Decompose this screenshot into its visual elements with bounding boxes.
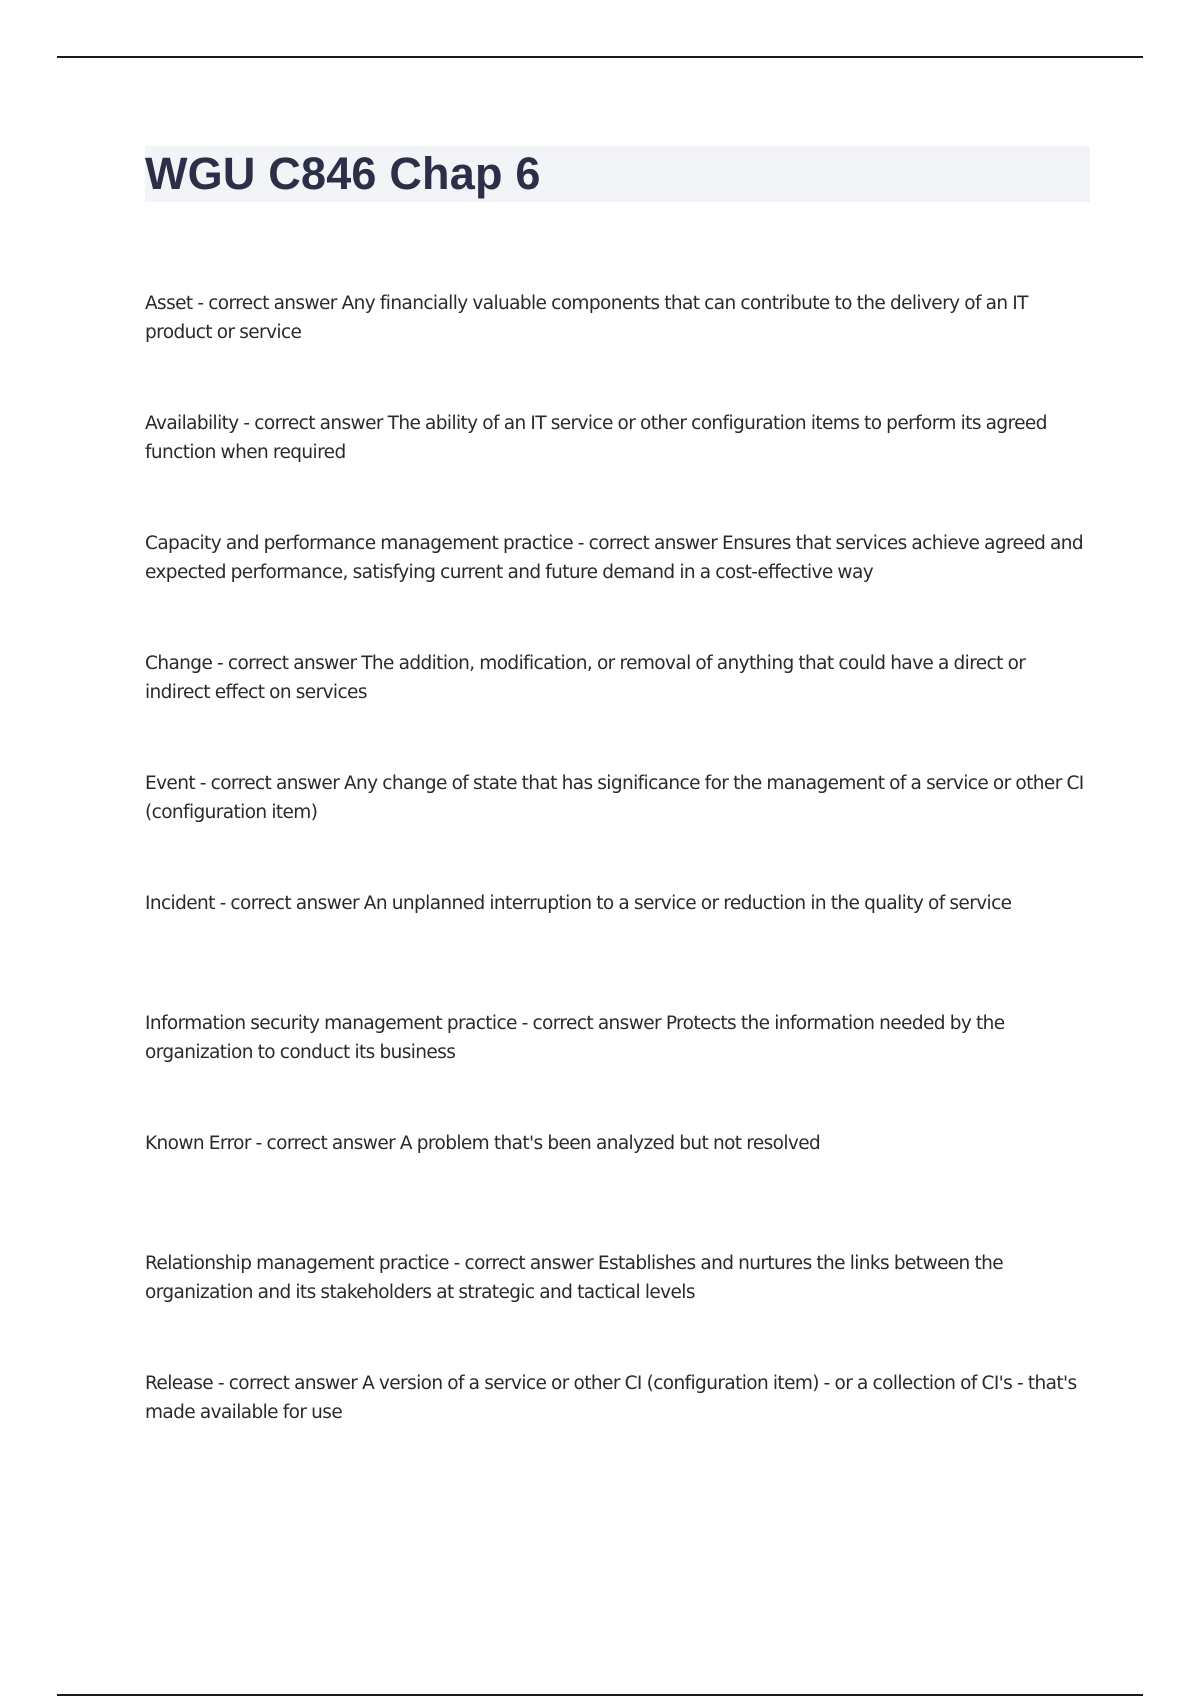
entry-separator: - correct answer <box>214 893 364 914</box>
entry-definition: A version of a service or other CI (configuration item) - or a collection of CI's - that's made available for use <box>145 1373 1077 1423</box>
entry-definition: Protects the information needed by the organization to conduct its business <box>145 1013 1005 1063</box>
entry-term: Information security management practice <box>145 1013 517 1034</box>
entry-definition: Any change of state that has significance for the management of a service or other CI (configuration item) <box>145 773 1084 823</box>
glossary-entry <box>145 1129 1095 1249</box>
glossary-entry <box>145 529 1095 649</box>
entry-definition: Establishes and nurtures the links between the organization and its stakeholders at strategic and tactical levels <box>145 1253 1004 1303</box>
entry-term: Capacity and performance management practice <box>145 533 573 554</box>
entry-term: Change <box>145 653 213 674</box>
entry-definition: The ability of an IT service or other configuration items to perform its agreed function when required <box>145 413 1047 463</box>
glossary-entry <box>145 889 1095 1009</box>
glossary-list <box>145 289 1095 1489</box>
glossary-entry <box>145 649 1095 769</box>
entry-separator: - correct answer <box>573 533 722 554</box>
entry-definition: The addition, modification, or removal of anything that could have a direct or indirect effect on services <box>145 653 1026 703</box>
entry-term: Event <box>145 773 195 794</box>
glossary-entry <box>145 1009 1095 1129</box>
entry-separator: - correct answer <box>195 773 344 794</box>
entry-separator: - correct answer <box>238 413 388 434</box>
entry-separator: - correct answer <box>516 1013 666 1034</box>
entry-term: Known Error <box>145 1133 251 1154</box>
top-rule <box>57 56 1143 58</box>
entry-definition: A problem that's been analyzed but not resolved <box>399 1133 821 1154</box>
entry-separator: - correct answer <box>448 1253 598 1274</box>
entry-separator: - correct answer <box>213 1373 363 1394</box>
entry-term: Release <box>145 1373 214 1394</box>
entry-definition: Any financially valuable components that can contribute to the delivery of an IT product or service <box>145 293 1028 343</box>
entry-separator: - correct answer <box>212 653 362 674</box>
glossary-entry <box>145 769 1095 889</box>
glossary-entry <box>145 409 1095 529</box>
entry-separator: - correct answer <box>250 1133 400 1154</box>
bottom-rule <box>57 1694 1143 1696</box>
entry-term: Asset <box>145 293 193 314</box>
entry-separator: - correct answer <box>192 293 342 314</box>
entry-term: Relationship management practice <box>145 1253 449 1274</box>
entry-term: Availability <box>145 413 239 434</box>
glossary-entry <box>145 1369 1095 1489</box>
entry-definition: Ensures that services achieve agreed and expected performance, satisfying current and future demand in a cost-effective way <box>145 533 1084 583</box>
page-title: WGU C846 Chap 6 <box>145 148 541 199</box>
glossary-entry <box>145 289 1095 409</box>
glossary-entry <box>145 1249 1095 1369</box>
entry-definition: An unplanned interruption to a service or reduction in the quality of service <box>363 893 1012 914</box>
entry-term: Incident <box>145 893 215 914</box>
